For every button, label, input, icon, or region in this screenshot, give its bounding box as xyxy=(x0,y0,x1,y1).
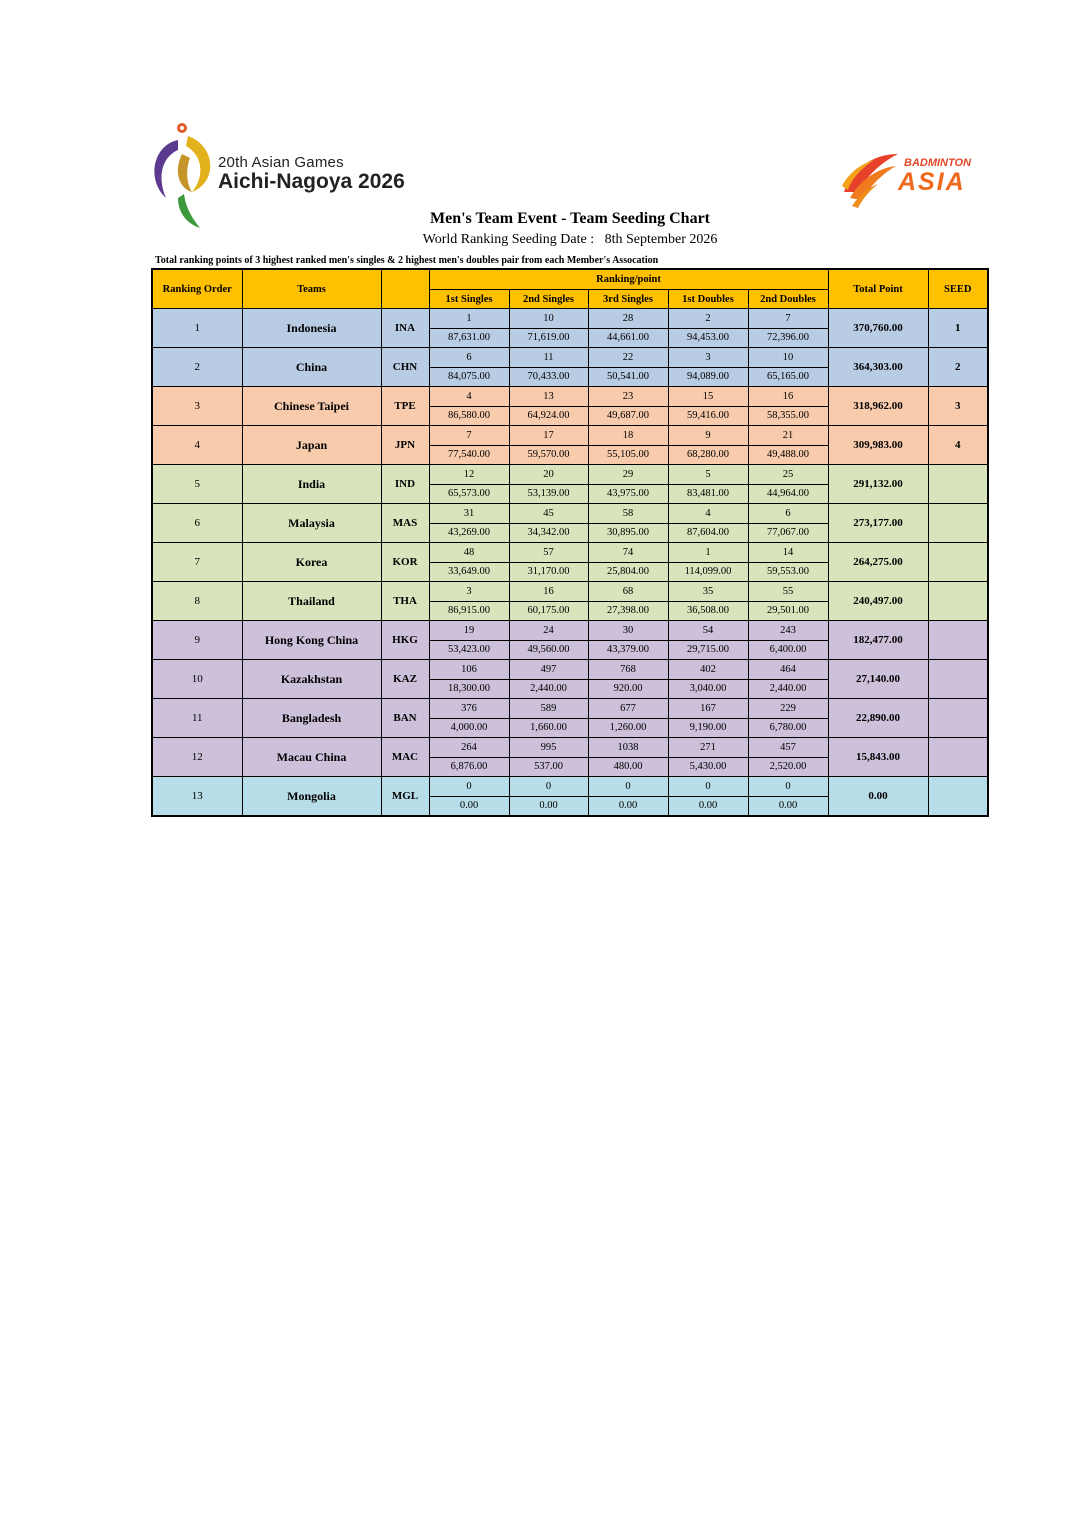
rank-cell: 0 xyxy=(429,777,509,797)
point-cell: 59,416.00 xyxy=(668,406,748,426)
badminton-text: BADMINTON xyxy=(904,157,972,169)
rank-cell: 68 xyxy=(588,582,668,602)
rank-cell: 10 xyxy=(509,309,588,329)
rank-cell: 22 xyxy=(588,348,668,368)
point-cell: 50,541.00 xyxy=(588,367,668,387)
rank-cell: 23 xyxy=(588,387,668,407)
point-cell: 27,398.00 xyxy=(588,601,668,621)
table-row xyxy=(152,660,988,680)
point-cell: 9,190.00 xyxy=(668,718,748,738)
seeding-table-body xyxy=(152,309,988,817)
rank-cell: 167 xyxy=(668,699,748,719)
rank-cell: 106 xyxy=(429,660,509,680)
asian-games-name: 20th Asian Games xyxy=(218,154,344,171)
point-cell: 0.00 xyxy=(429,796,509,816)
rank-cell: 1 xyxy=(668,543,748,563)
rank-cell: 768 xyxy=(588,660,668,680)
rank-cell: 7 xyxy=(429,426,509,446)
header-ranking-point: Ranking/point xyxy=(429,269,828,290)
ranking-order-cell: 4 xyxy=(152,426,242,465)
team-name-cell: India xyxy=(242,465,381,504)
point-cell: 6,876.00 xyxy=(429,757,509,777)
asian-games-host: Aichi-Nagoya 2026 xyxy=(218,170,405,193)
rank-cell: 7 xyxy=(748,309,828,329)
point-cell: 53,423.00 xyxy=(429,640,509,660)
point-cell: 59,570.00 xyxy=(509,445,588,465)
team-code-cell: BAN xyxy=(381,699,429,738)
ranking-order-cell: 7 xyxy=(152,543,242,582)
header-1st-singles: 1st Singles xyxy=(429,290,509,309)
rank-cell: 0 xyxy=(748,777,828,797)
rank-cell: 4 xyxy=(668,504,748,524)
rank-cell: 1038 xyxy=(588,738,668,758)
point-cell: 87,631.00 xyxy=(429,328,509,348)
rank-cell: 57 xyxy=(509,543,588,563)
point-cell: 86,915.00 xyxy=(429,601,509,621)
point-cell: 4,000.00 xyxy=(429,718,509,738)
team-code-cell: JPN xyxy=(381,426,429,465)
rank-cell: 5 xyxy=(668,465,748,485)
seed-cell xyxy=(928,660,988,699)
point-cell: 43,269.00 xyxy=(429,523,509,543)
point-cell: 0.00 xyxy=(509,796,588,816)
point-cell: 72,396.00 xyxy=(748,328,828,348)
rank-cell: 55 xyxy=(748,582,828,602)
team-name-cell: Hong Kong China xyxy=(242,621,381,660)
point-cell: 94,453.00 xyxy=(668,328,748,348)
table-row xyxy=(152,699,988,719)
rank-cell: 497 xyxy=(509,660,588,680)
table-row xyxy=(152,309,988,329)
table-row xyxy=(152,543,988,563)
table-note: Total ranking points of 3 highest ranked men's singles & 2 highest men's doubles pair from each Member's Assocation xyxy=(155,255,659,266)
rank-cell: 9 xyxy=(668,426,748,446)
ranking-order-cell: 9 xyxy=(152,621,242,660)
rank-cell: 589 xyxy=(509,699,588,719)
seeding-date-line xyxy=(0,232,1080,248)
point-cell: 64,924.00 xyxy=(509,406,588,426)
table-row xyxy=(152,777,988,797)
team-code-cell: INA xyxy=(381,309,429,348)
rank-cell: 11 xyxy=(509,348,588,368)
team-name-cell: Macau China xyxy=(242,738,381,777)
rank-cell: 677 xyxy=(588,699,668,719)
team-name-cell: Korea xyxy=(242,543,381,582)
seed-cell xyxy=(928,582,988,621)
total-point-cell: 318,962.00 xyxy=(828,387,928,426)
point-cell: 94,089.00 xyxy=(668,367,748,387)
team-code-cell: KOR xyxy=(381,543,429,582)
rank-cell: 31 xyxy=(429,504,509,524)
point-cell: 36,508.00 xyxy=(668,601,748,621)
rank-cell: 6 xyxy=(429,348,509,368)
seed-cell xyxy=(928,504,988,543)
rank-cell: 25 xyxy=(748,465,828,485)
point-cell: 0.00 xyxy=(748,796,828,816)
team-name-cell: Chinese Taipei xyxy=(242,387,381,426)
rank-cell: 0 xyxy=(668,777,748,797)
team-name-cell: Japan xyxy=(242,426,381,465)
rank-cell: 19 xyxy=(429,621,509,641)
team-code-cell: THA xyxy=(381,582,429,621)
seed-cell: 1 xyxy=(928,309,988,348)
rank-cell: 35 xyxy=(668,582,748,602)
point-cell: 0.00 xyxy=(668,796,748,816)
point-cell: 71,619.00 xyxy=(509,328,588,348)
header-3rd-singles: 3rd Singles xyxy=(588,290,668,309)
point-cell: 34,342.00 xyxy=(509,523,588,543)
rank-cell: 18 xyxy=(588,426,668,446)
point-cell: 920.00 xyxy=(588,679,668,699)
table-row xyxy=(152,621,988,641)
rank-cell: 17 xyxy=(509,426,588,446)
seeding-date: 8th September 2026 xyxy=(604,232,718,247)
rank-cell: 45 xyxy=(509,504,588,524)
table-row xyxy=(152,504,988,524)
ranking-order-cell: 13 xyxy=(152,777,242,817)
team-name-cell: China xyxy=(242,348,381,387)
header-2nd-doubles: 2nd Doubles xyxy=(748,290,828,309)
point-cell: 77,540.00 xyxy=(429,445,509,465)
team-code-cell: TPE xyxy=(381,387,429,426)
header-seed: SEED xyxy=(928,269,988,309)
seeding-date-label: World Ranking Seeding Date : xyxy=(422,232,595,247)
point-cell: 58,355.00 xyxy=(748,406,828,426)
seed-cell xyxy=(928,699,988,738)
point-cell: 55,105.00 xyxy=(588,445,668,465)
rank-cell: 30 xyxy=(588,621,668,641)
rank-cell: 48 xyxy=(429,543,509,563)
seed-cell: 3 xyxy=(928,387,988,426)
point-cell: 29,501.00 xyxy=(748,601,828,621)
team-code-cell: CHN xyxy=(381,348,429,387)
rank-cell: 0 xyxy=(588,777,668,797)
seed-cell xyxy=(928,777,988,817)
total-point-cell: 364,303.00 xyxy=(828,348,928,387)
point-cell: 2,520.00 xyxy=(748,757,828,777)
rank-cell: 20 xyxy=(509,465,588,485)
team-name-cell: Mongolia xyxy=(242,777,381,817)
point-cell: 3,040.00 xyxy=(668,679,748,699)
ranking-order-cell: 10 xyxy=(152,660,242,699)
rank-cell: 1 xyxy=(429,309,509,329)
point-cell: 84,075.00 xyxy=(429,367,509,387)
rank-cell: 2 xyxy=(668,309,748,329)
point-cell: 59,553.00 xyxy=(748,562,828,582)
point-cell: 60,175.00 xyxy=(509,601,588,621)
badminton-asia-logo xyxy=(838,148,988,212)
point-cell: 44,964.00 xyxy=(748,484,828,504)
table-row xyxy=(152,582,988,602)
point-cell: 25,804.00 xyxy=(588,562,668,582)
point-cell: 0.00 xyxy=(588,796,668,816)
point-cell: 77,067.00 xyxy=(748,523,828,543)
total-point-cell: 0.00 xyxy=(828,777,928,817)
point-cell: 30,895.00 xyxy=(588,523,668,543)
ranking-order-cell: 5 xyxy=(152,465,242,504)
point-cell: 65,165.00 xyxy=(748,367,828,387)
ranking-order-cell: 6 xyxy=(152,504,242,543)
point-cell: 53,139.00 xyxy=(509,484,588,504)
total-point-cell: 370,760.00 xyxy=(828,309,928,348)
table-row xyxy=(152,465,988,485)
seeding-table xyxy=(151,268,989,817)
header-ranking-order: Ranking Order xyxy=(152,269,242,309)
table-row xyxy=(152,426,988,446)
seed-cell xyxy=(928,621,988,660)
header-1st-doubles: 1st Doubles xyxy=(668,290,748,309)
point-cell: 33,649.00 xyxy=(429,562,509,582)
point-cell: 114,099.00 xyxy=(668,562,748,582)
seed-cell: 4 xyxy=(928,426,988,465)
point-cell: 480.00 xyxy=(588,757,668,777)
rank-cell: 457 xyxy=(748,738,828,758)
team-name-cell: Bangladesh xyxy=(242,699,381,738)
point-cell: 5,430.00 xyxy=(668,757,748,777)
total-point-cell: 22,890.00 xyxy=(828,699,928,738)
rank-cell: 6 xyxy=(748,504,828,524)
rank-cell: 58 xyxy=(588,504,668,524)
point-cell: 65,573.00 xyxy=(429,484,509,504)
seed-cell xyxy=(928,465,988,504)
team-code-cell: MAS xyxy=(381,504,429,543)
seed-cell xyxy=(928,543,988,582)
point-cell: 29,715.00 xyxy=(668,640,748,660)
point-cell: 68,280.00 xyxy=(668,445,748,465)
rank-cell: 995 xyxy=(509,738,588,758)
team-name-cell: Indonesia xyxy=(242,309,381,348)
rank-cell: 3 xyxy=(668,348,748,368)
point-cell: 1,660.00 xyxy=(509,718,588,738)
rank-cell: 243 xyxy=(748,621,828,641)
point-cell: 1,260.00 xyxy=(588,718,668,738)
rank-cell: 12 xyxy=(429,465,509,485)
team-code-cell: IND xyxy=(381,465,429,504)
ranking-order-cell: 8 xyxy=(152,582,242,621)
team-code-cell: HKG xyxy=(381,621,429,660)
table-row xyxy=(152,738,988,758)
point-cell: 83,481.00 xyxy=(668,484,748,504)
point-cell: 6,400.00 xyxy=(748,640,828,660)
team-name-cell: Kazakhstan xyxy=(242,660,381,699)
team-code-cell: KAZ xyxy=(381,660,429,699)
seed-cell xyxy=(928,738,988,777)
rank-cell: 54 xyxy=(668,621,748,641)
point-cell: 70,433.00 xyxy=(509,367,588,387)
point-cell: 2,440.00 xyxy=(748,679,828,699)
rank-cell: 16 xyxy=(748,387,828,407)
point-cell: 44,661.00 xyxy=(588,328,668,348)
header-2nd-singles: 2nd Singles xyxy=(509,290,588,309)
rank-cell: 15 xyxy=(668,387,748,407)
rank-cell: 21 xyxy=(748,426,828,446)
team-code-cell: MGL xyxy=(381,777,429,817)
point-cell: 537.00 xyxy=(509,757,588,777)
header-teams: Teams xyxy=(242,269,381,309)
total-point-cell: 273,177.00 xyxy=(828,504,928,543)
total-point-cell: 291,132.00 xyxy=(828,465,928,504)
point-cell: 49,560.00 xyxy=(509,640,588,660)
table-row xyxy=(152,387,988,407)
point-cell: 2,440.00 xyxy=(509,679,588,699)
team-name-cell: Thailand xyxy=(242,582,381,621)
rank-cell: 3 xyxy=(429,582,509,602)
rank-cell: 402 xyxy=(668,660,748,680)
point-cell: 86,580.00 xyxy=(429,406,509,426)
asia-text: ASIA xyxy=(898,168,966,196)
point-cell: 43,975.00 xyxy=(588,484,668,504)
rank-cell: 0 xyxy=(509,777,588,797)
point-cell: 49,687.00 xyxy=(588,406,668,426)
seed-cell: 2 xyxy=(928,348,988,387)
team-code-cell: MAC xyxy=(381,738,429,777)
header-code xyxy=(381,269,429,309)
total-point-cell: 27,140.00 xyxy=(828,660,928,699)
rank-cell: 13 xyxy=(509,387,588,407)
rank-cell: 229 xyxy=(748,699,828,719)
rank-cell: 16 xyxy=(509,582,588,602)
rank-cell: 10 xyxy=(748,348,828,368)
page-title: Men's Team Event - Team Seeding Chart xyxy=(429,210,710,227)
rank-cell: 271 xyxy=(668,738,748,758)
shuttlecock-icon xyxy=(838,148,902,208)
rank-cell: 29 xyxy=(588,465,668,485)
rank-cell: 376 xyxy=(429,699,509,719)
rank-cell: 74 xyxy=(588,543,668,563)
total-point-cell: 182,477.00 xyxy=(828,621,928,660)
team-name-cell: Malaysia xyxy=(242,504,381,543)
point-cell: 49,488.00 xyxy=(748,445,828,465)
total-point-cell: 309,983.00 xyxy=(828,426,928,465)
rank-cell: 24 xyxy=(509,621,588,641)
point-cell: 31,170.00 xyxy=(509,562,588,582)
rank-cell: 264 xyxy=(429,738,509,758)
point-cell: 43,379.00 xyxy=(588,640,668,660)
point-cell: 87,604.00 xyxy=(668,523,748,543)
total-point-cell: 15,843.00 xyxy=(828,738,928,777)
ranking-order-cell: 2 xyxy=(152,348,242,387)
point-cell: 6,780.00 xyxy=(748,718,828,738)
rank-cell: 4 xyxy=(429,387,509,407)
rank-cell: 464 xyxy=(748,660,828,680)
total-point-cell: 264,275.00 xyxy=(828,543,928,582)
table-row xyxy=(152,348,988,368)
total-point-cell: 240,497.00 xyxy=(828,582,928,621)
ranking-order-cell: 12 xyxy=(152,738,242,777)
rank-cell: 28 xyxy=(588,309,668,329)
rank-cell: 14 xyxy=(748,543,828,563)
ranking-order-cell: 1 xyxy=(152,309,242,348)
ranking-order-cell: 11 xyxy=(152,699,242,738)
point-cell: 18,300.00 xyxy=(429,679,509,699)
header-total-point: Total Point xyxy=(828,269,928,309)
ranking-order-cell: 3 xyxy=(152,387,242,426)
